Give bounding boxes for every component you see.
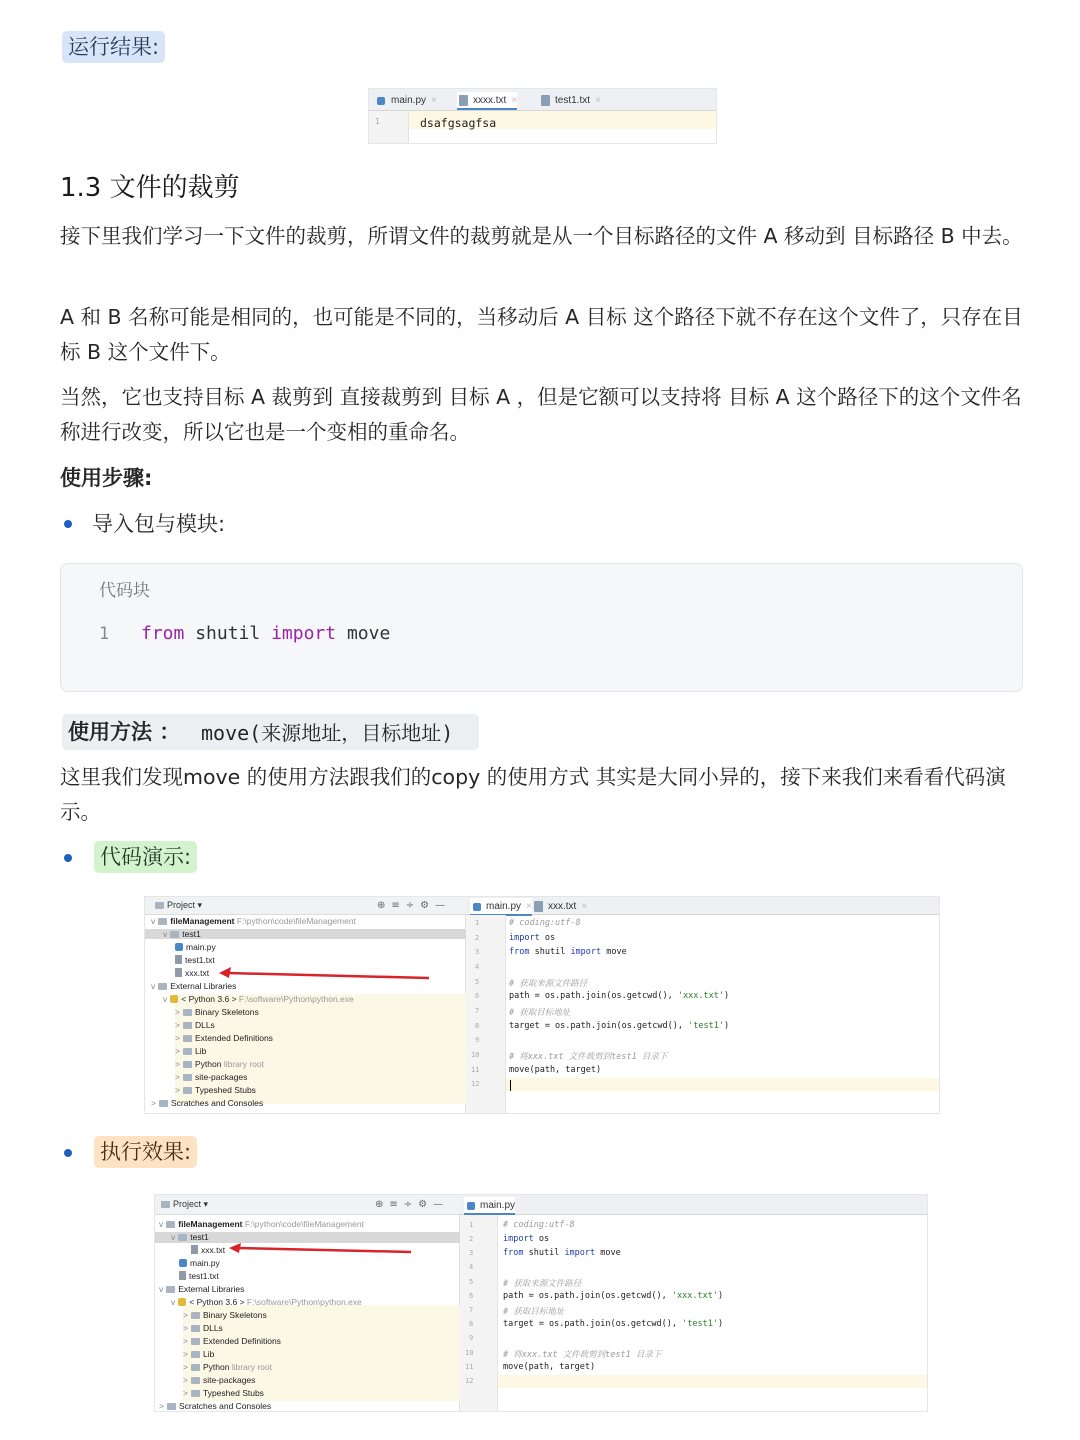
code-line [141, 621, 390, 647]
section-title: 1.3 文件的裁剪 [60, 173, 240, 203]
file-content: dsafgsagfsa [420, 116, 497, 130]
tab-test1-txt[interactable]: test1.txt × [539, 92, 601, 110]
bullet-dot [64, 1149, 72, 1157]
tree-external-libraries[interactable]: v External Libraries [151, 981, 237, 991]
project-tree [145, 915, 466, 1114]
text-file-icon [541, 95, 550, 106]
tree-file-xxx-txt[interactable]: xxx.txt [175, 967, 209, 980]
usage-description: 这里我们发现move 的使用方法跟我们的copy 的使用方式 其实是大同小异的，接下来我们来看看代码演示。 [60, 765, 1006, 824]
python-file-icon [179, 1259, 187, 1267]
usage-function: move(来源地址，目标地址) [201, 721, 454, 745]
close-icon[interactable]: × [595, 95, 601, 106]
tree-scratches[interactable]: > Scratches and Consoles [151, 1098, 264, 1108]
keyword-from: from [141, 623, 185, 644]
current-line-highlight [506, 1078, 940, 1091]
tree-lib-item[interactable]: > Extended Definitions [183, 1336, 281, 1346]
project-panel [155, 1195, 460, 1412]
tree-python-sdk[interactable]: v < Python 3.6 > F:\software\Python\python.exe [163, 994, 354, 1004]
code-line-number: 1 [99, 624, 110, 644]
tab-main-py[interactable]: main.py × [375, 92, 437, 110]
tab-main-py[interactable]: main.py [464, 1197, 515, 1215]
library-icon [191, 1390, 200, 1397]
code-block [60, 563, 1023, 692]
project-panel [145, 897, 466, 1114]
close-icon[interactable]: × [431, 95, 437, 106]
tab-xxxx-txt[interactable]: xxxx.txt × [457, 92, 517, 110]
tab-main-py[interactable]: main.py × [470, 898, 532, 916]
library-icon [183, 1035, 192, 1042]
folder-icon [183, 1061, 192, 1068]
python-file-icon [377, 97, 385, 105]
red-arrow-icon [215, 967, 435, 983]
text-file-icon [191, 1245, 198, 1254]
library-icon [166, 1286, 175, 1293]
python-file-icon [467, 1202, 475, 1210]
tree-file-xxx-txt[interactable]: xxx.txt [191, 1244, 225, 1257]
project-icon [155, 902, 164, 909]
project-toolbar [155, 1195, 460, 1215]
function-name: move [346, 623, 391, 644]
tree-folder-test1[interactable]: v test1 [163, 929, 201, 939]
folder-icon [183, 1048, 192, 1055]
red-arrow-icon [225, 1243, 415, 1257]
paragraph-rename: 当然，它也支持目标 A 裁剪到 直接裁剪到 目标 A ，但是它额可以支持将 目标 A 这个路径下的这个文件名称进行改变，所以它也是一个变相的重命名。 [60, 385, 1022, 444]
tree-file-main-py[interactable]: main.py [175, 941, 216, 954]
folder-icon [191, 1364, 200, 1371]
tree-lib-item[interactable]: > Extended Definitions [175, 1033, 273, 1043]
tree-folder-test1[interactable]: v test1 [171, 1232, 209, 1242]
ide-screenshot-effect: Project ▾ ⊕≡÷⚙— v fileManagement F:\python\code\fileManagement v test1 xxx.txt main.py test1.txt v External Libraries v < Python 3.6 > F:\software\Python\python.exe > Binary Skeletons > DLLs > Extended Definitions > Lib > Python library root > site-packages > Typeshed Stubs > Scratches and Consoles main.py 1 2 3 4 5 6 7 8 9 10 11 12 # coding:utf-8 import os from shutil import move # 获取来源文件路径 path = os.path.join(os.getcwd(), 'xxx.txt') # 获取目标地址 target = os.path.join(os.getcwd(), 'test1') # 将xxx.txt 文件裁剪到test1 目录下 move(path, target) [154, 1194, 928, 1412]
scratches-icon [167, 1403, 176, 1410]
text-file-icon [534, 901, 543, 912]
tree-lib-item[interactable]: > Binary Skeletons [175, 1007, 259, 1017]
python-sdk-icon [170, 995, 178, 1003]
project-dropdown[interactable]: Project ▾ [161, 1199, 208, 1210]
project-toolbar [145, 897, 466, 915]
tree-file-main-py[interactable]: main.py [179, 1257, 220, 1270]
folder-icon [158, 918, 167, 925]
library-icon [191, 1312, 200, 1319]
text-file-icon [175, 955, 182, 964]
folder-icon [166, 1221, 175, 1228]
editor-tab-bar [369, 89, 716, 111]
close-icon[interactable]: × [526, 901, 532, 912]
tree-lib-item[interactable]: > Python library root [175, 1059, 264, 1069]
tree-external-libraries[interactable]: v External Libraries [159, 1284, 245, 1294]
keyword-import: import [271, 623, 337, 644]
project-icon [161, 1201, 170, 1208]
bullet-effect-tag: 执行效果: [94, 1136, 197, 1168]
tree-scratches[interactable]: > Scratches and Consoles [159, 1401, 272, 1411]
usage-label: 使用方法 ： [68, 720, 181, 744]
folder-icon [191, 1351, 200, 1358]
scratches-icon [159, 1100, 168, 1107]
tree-lib-item[interactable]: > Binary Skeletons [183, 1310, 267, 1320]
close-icon[interactable]: × [511, 95, 518, 106]
editor-screenshot-result [368, 88, 717, 144]
bullet-import-text: 导入包与模块: [92, 512, 226, 536]
tree-python-sdk[interactable]: v < Python 3.6 > F:\software\Python\python.exe [171, 1297, 362, 1307]
folder-icon [183, 1074, 192, 1081]
folder-icon [191, 1325, 200, 1332]
library-icon [158, 983, 167, 990]
tree-lib-item[interactable]: > Lib [183, 1349, 215, 1359]
tree-file-test1-txt[interactable]: test1.txt [175, 954, 215, 967]
text-file-icon [459, 95, 468, 106]
python-sdk-icon [178, 1298, 186, 1306]
usage-signature [62, 714, 479, 750]
folder-icon [191, 1377, 200, 1384]
folder-icon [178, 1234, 187, 1241]
current-line-highlight [498, 1375, 928, 1388]
tree-lib-item[interactable]: > Python library root [183, 1362, 272, 1372]
library-icon [183, 1009, 192, 1016]
tree-lib-item[interactable]: > Typeshed Stubs [183, 1388, 264, 1398]
paragraph-names: A 和 B 名称可能是相同的，也可能是不同的，当移动后 A 目标 这个路径下就不存在这个文件了，只存在目标 B 这个文件下。 [60, 305, 1023, 364]
python-file-icon [473, 903, 481, 911]
library-icon [191, 1338, 200, 1345]
editor-tab-bar [466, 897, 940, 915]
bullet-dot [64, 854, 72, 862]
folder-icon [183, 1022, 192, 1029]
tree-root[interactable]: v fileManagement F:\python\code\fileManagement [159, 1219, 364, 1229]
paragraph-intro: 接下里我们学习一下文件的裁剪，所谓文件的裁剪就是从一个目标路径的文件 A 移动到 目标路径 B 中去。 [60, 224, 1023, 248]
python-file-icon [175, 943, 183, 951]
code-block-label: 代码块 [99, 581, 150, 601]
text-file-icon [179, 1271, 186, 1280]
tree-lib-item[interactable]: > site-packages [175, 1072, 248, 1082]
project-dropdown[interactable]: Project ▾ [155, 900, 202, 911]
bullet-dot [64, 520, 72, 528]
module-name: shutil [195, 623, 261, 644]
close-icon[interactable]: × [581, 901, 588, 912]
tab-xxx-txt[interactable]: xxx.txt × [532, 898, 587, 916]
folder-icon [170, 931, 179, 938]
tree-root[interactable]: v fileManagement F:\python\code\fileManagement [151, 916, 356, 926]
text-file-icon [175, 968, 182, 977]
tree-lib-item[interactable]: > DLLs [183, 1323, 223, 1333]
tree-file-test1-txt[interactable]: test1.txt [179, 1270, 219, 1283]
toolbar-icons[interactable]: ⊕≡÷⚙— [375, 1199, 450, 1210]
tree-lib-item[interactable]: > site-packages [183, 1375, 256, 1385]
bullet-demo-tag: 代码演示: [94, 841, 197, 873]
line-gutter: 1 [369, 111, 409, 144]
tree-lib-item[interactable]: > Typeshed Stubs [175, 1085, 256, 1095]
text-cursor [510, 1080, 511, 1091]
library-icon [183, 1087, 192, 1094]
steps-heading: 使用步骤: [60, 466, 153, 490]
ide-screenshot-demo: Project ▾ ⊕≡÷⚙— v fileManagement F:\python\code\fileManagement v test1 main.py test1.txt xxx.txt v External Libraries v < Python 3.6 > F:\software\Python\python.exe > Binary Skeletons > DLLs > Extended Definitions > Lib > Python library root > site-packages > Typeshed Stubs > Scratches and Consoles main.py × xxx.txt × 1 2 3 4 5 6 7 8 9 10 11 12 # coding:utf-8 import os from shutil import move # 获取来源文件路径 path = os.path.join(os.getcwd(), 'xxx.txt') # 获取目标地址 target = os.path.join(os.getcwd(), 'test1') # 将xxx.txt 文件裁剪到test1 目录下 move(path, target) [144, 896, 940, 1114]
result-label: 运行结果: [62, 31, 165, 63]
tree-lib-item[interactable]: > DLLs [175, 1020, 215, 1030]
tree-lib-item[interactable]: > Lib [175, 1046, 207, 1056]
toolbar-icons[interactable]: ⊕≡÷⚙— [377, 900, 452, 911]
editor-tab-bar [460, 1195, 928, 1215]
